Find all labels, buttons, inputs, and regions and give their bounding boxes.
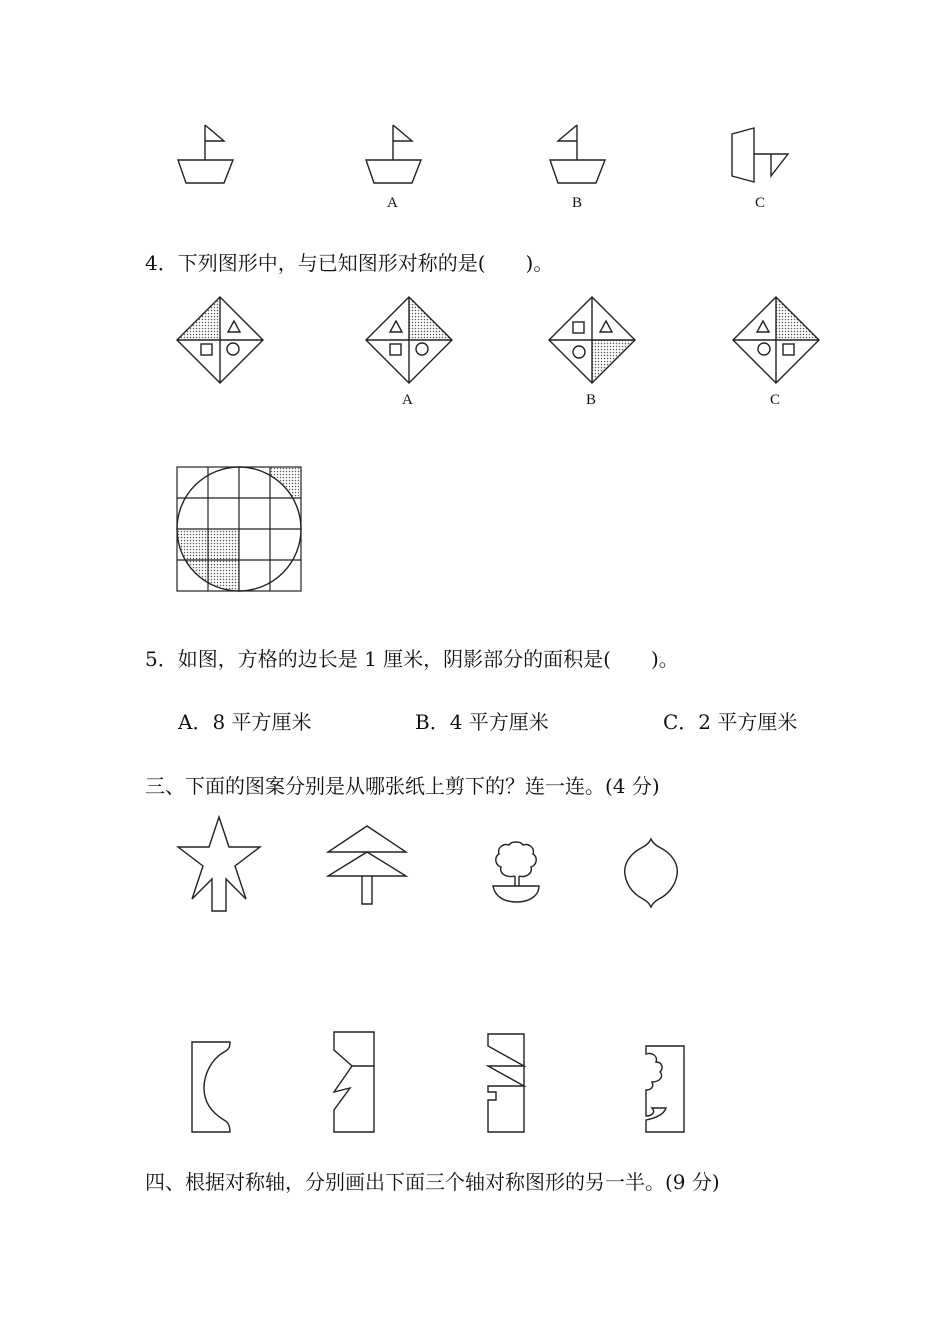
diamond-option-b-label: B [586,392,597,408]
diamond-option-c-label: C [770,392,781,408]
boat-option-a-figure[interactable] [364,122,424,187]
option-a-text[interactable]: A．8 平方厘米 [178,710,312,734]
boat-option-b-figure[interactable] [548,122,608,187]
tree-pattern-figure[interactable] [326,824,408,908]
boat-option-c-label: C [755,195,766,211]
option-b-text[interactable]: B．4 平方厘米 [415,710,549,734]
boat-option-b-label: B [572,195,583,211]
diamond-option-b-figure[interactable] [549,297,635,383]
folded-paper-1-figure[interactable] [190,1040,236,1134]
lemon-pattern-figure[interactable] [621,837,681,909]
diamond-option-a-figure[interactable] [366,297,452,383]
folded-paper-2-figure[interactable] [330,1030,378,1136]
boat-option-a-label: A [387,195,398,211]
question-4-text: 4．下列图形中，与已知图形对称的是( )。 [145,251,554,275]
section-4-title: 四、根据对称轴，分别画出下面三个轴对称图形的另一半。(9 分) [145,1170,720,1194]
diamond-option-a-label: A [402,392,413,408]
diamond-option-c-figure[interactable] [733,297,819,383]
diamond-original-figure [177,297,263,383]
section-3-title: 三、下面的图案分别是从哪张纸上剪下的？连一连。(4 分) [145,774,660,798]
flower-pattern-figure[interactable] [491,840,543,906]
folded-paper-4-figure[interactable] [642,1044,688,1134]
question-5-text: 5．如图，方格的边长是 1 厘米，阴影部分的面积是( )。 [145,647,679,671]
boat-option-c-figure[interactable] [726,124,796,186]
grid-circle-figure [177,467,303,593]
star-pattern-figure[interactable] [176,815,262,913]
boat-original-figure [176,122,236,187]
option-c-text[interactable]: C．2 平方厘米 [663,710,798,734]
folded-paper-3-figure[interactable] [484,1032,528,1134]
